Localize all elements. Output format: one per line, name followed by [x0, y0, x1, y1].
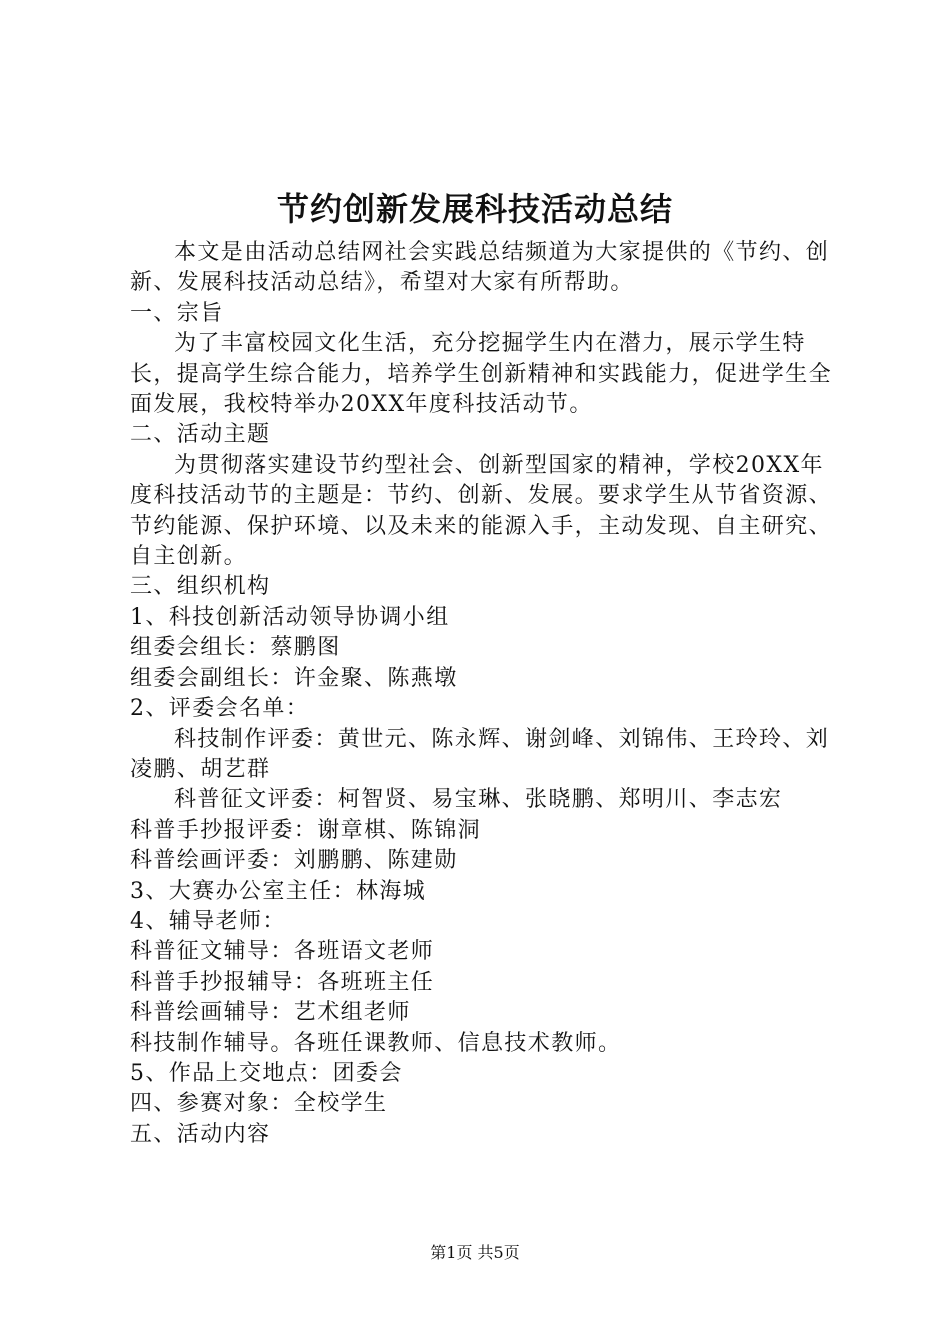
item-essay-advisor: 科普征文辅导：各班语文老师: [130, 939, 435, 965]
item-tabloid-advisor: 科普手抄报辅导：各班班主任: [130, 969, 435, 995]
paragraph-purpose: 为了丰富校园文化生活，充分挖掘学生内在潜力，展示学生特长，提高学生综合能力，培养学生创新精神和实践能力，促进学生全面发展，我校特举办20XX年度科技活动节。: [130, 331, 833, 418]
item-committee-leader: 组委会组长：蔡鹏图: [130, 635, 341, 661]
paragraph-theme: 为贯彻落实建设节约型社会、创新型国家的精神，学校20XX年度科技活动节的主题是：节约、创新、发展。要求学生从节省资源、节约能源、保护环境、以及未来的能源入手，主动发现、自主研究、自主创新。: [130, 452, 833, 570]
item-tech-judges: 科技制作评委：黄世元、陈永辉、谢剑峰、刘锦伟、王玲玲、刘凌鹏、胡艺群: [130, 726, 830, 782]
heading-purpose: 一、宗旨: [130, 300, 224, 326]
heading-theme: 二、活动主题: [130, 422, 271, 448]
heading-activities: 五、活动内容: [130, 1121, 271, 1147]
item-office-director: 3、大赛办公室主任：林海城: [130, 878, 427, 904]
item-tabloid-judges: 科普手抄报评委：谢章棋、陈锦洞: [130, 817, 482, 843]
heading-participants: 四、参赛对象：全校学生: [130, 1091, 388, 1117]
item-tech-advisor: 科技制作辅导。各班任课教师、信息技术教师。: [130, 1030, 622, 1056]
item-essay-judges: 科普征文评委：柯智贤、易宝琳、张晓鹏、郑明川、李志宏: [174, 787, 783, 813]
item-submission-location: 5、作品上交地点：团委会: [130, 1060, 403, 1086]
item-committee-deputy: 组委会副组长：许金聚、陈燕墩: [130, 665, 458, 691]
item-judges-list: 2、评委会名单：: [130, 696, 310, 722]
heading-organization: 三、组织机构: [130, 574, 271, 600]
document-body: [130, 238, 832, 1150]
paragraph-intro: 本文是由活动总结网社会实践总结频道为大家提供的《节约、创新、发展科技活动总结》，希望对大家有所帮助。: [130, 240, 830, 296]
item-painting-advisor: 科普绘画辅导：艺术组老师: [130, 1000, 411, 1026]
page-footer: 第1页 共5页: [430, 1243, 520, 1262]
item-leadership-group: 1、科技创新活动领导协调小组: [130, 604, 450, 630]
item-advisors: 4、辅导老师：: [130, 908, 286, 934]
document-title: 节约创新发展科技活动总结: [276, 190, 673, 228]
item-painting-judges: 科普绘画评委：刘鹏鹏、陈建勋: [130, 848, 458, 874]
